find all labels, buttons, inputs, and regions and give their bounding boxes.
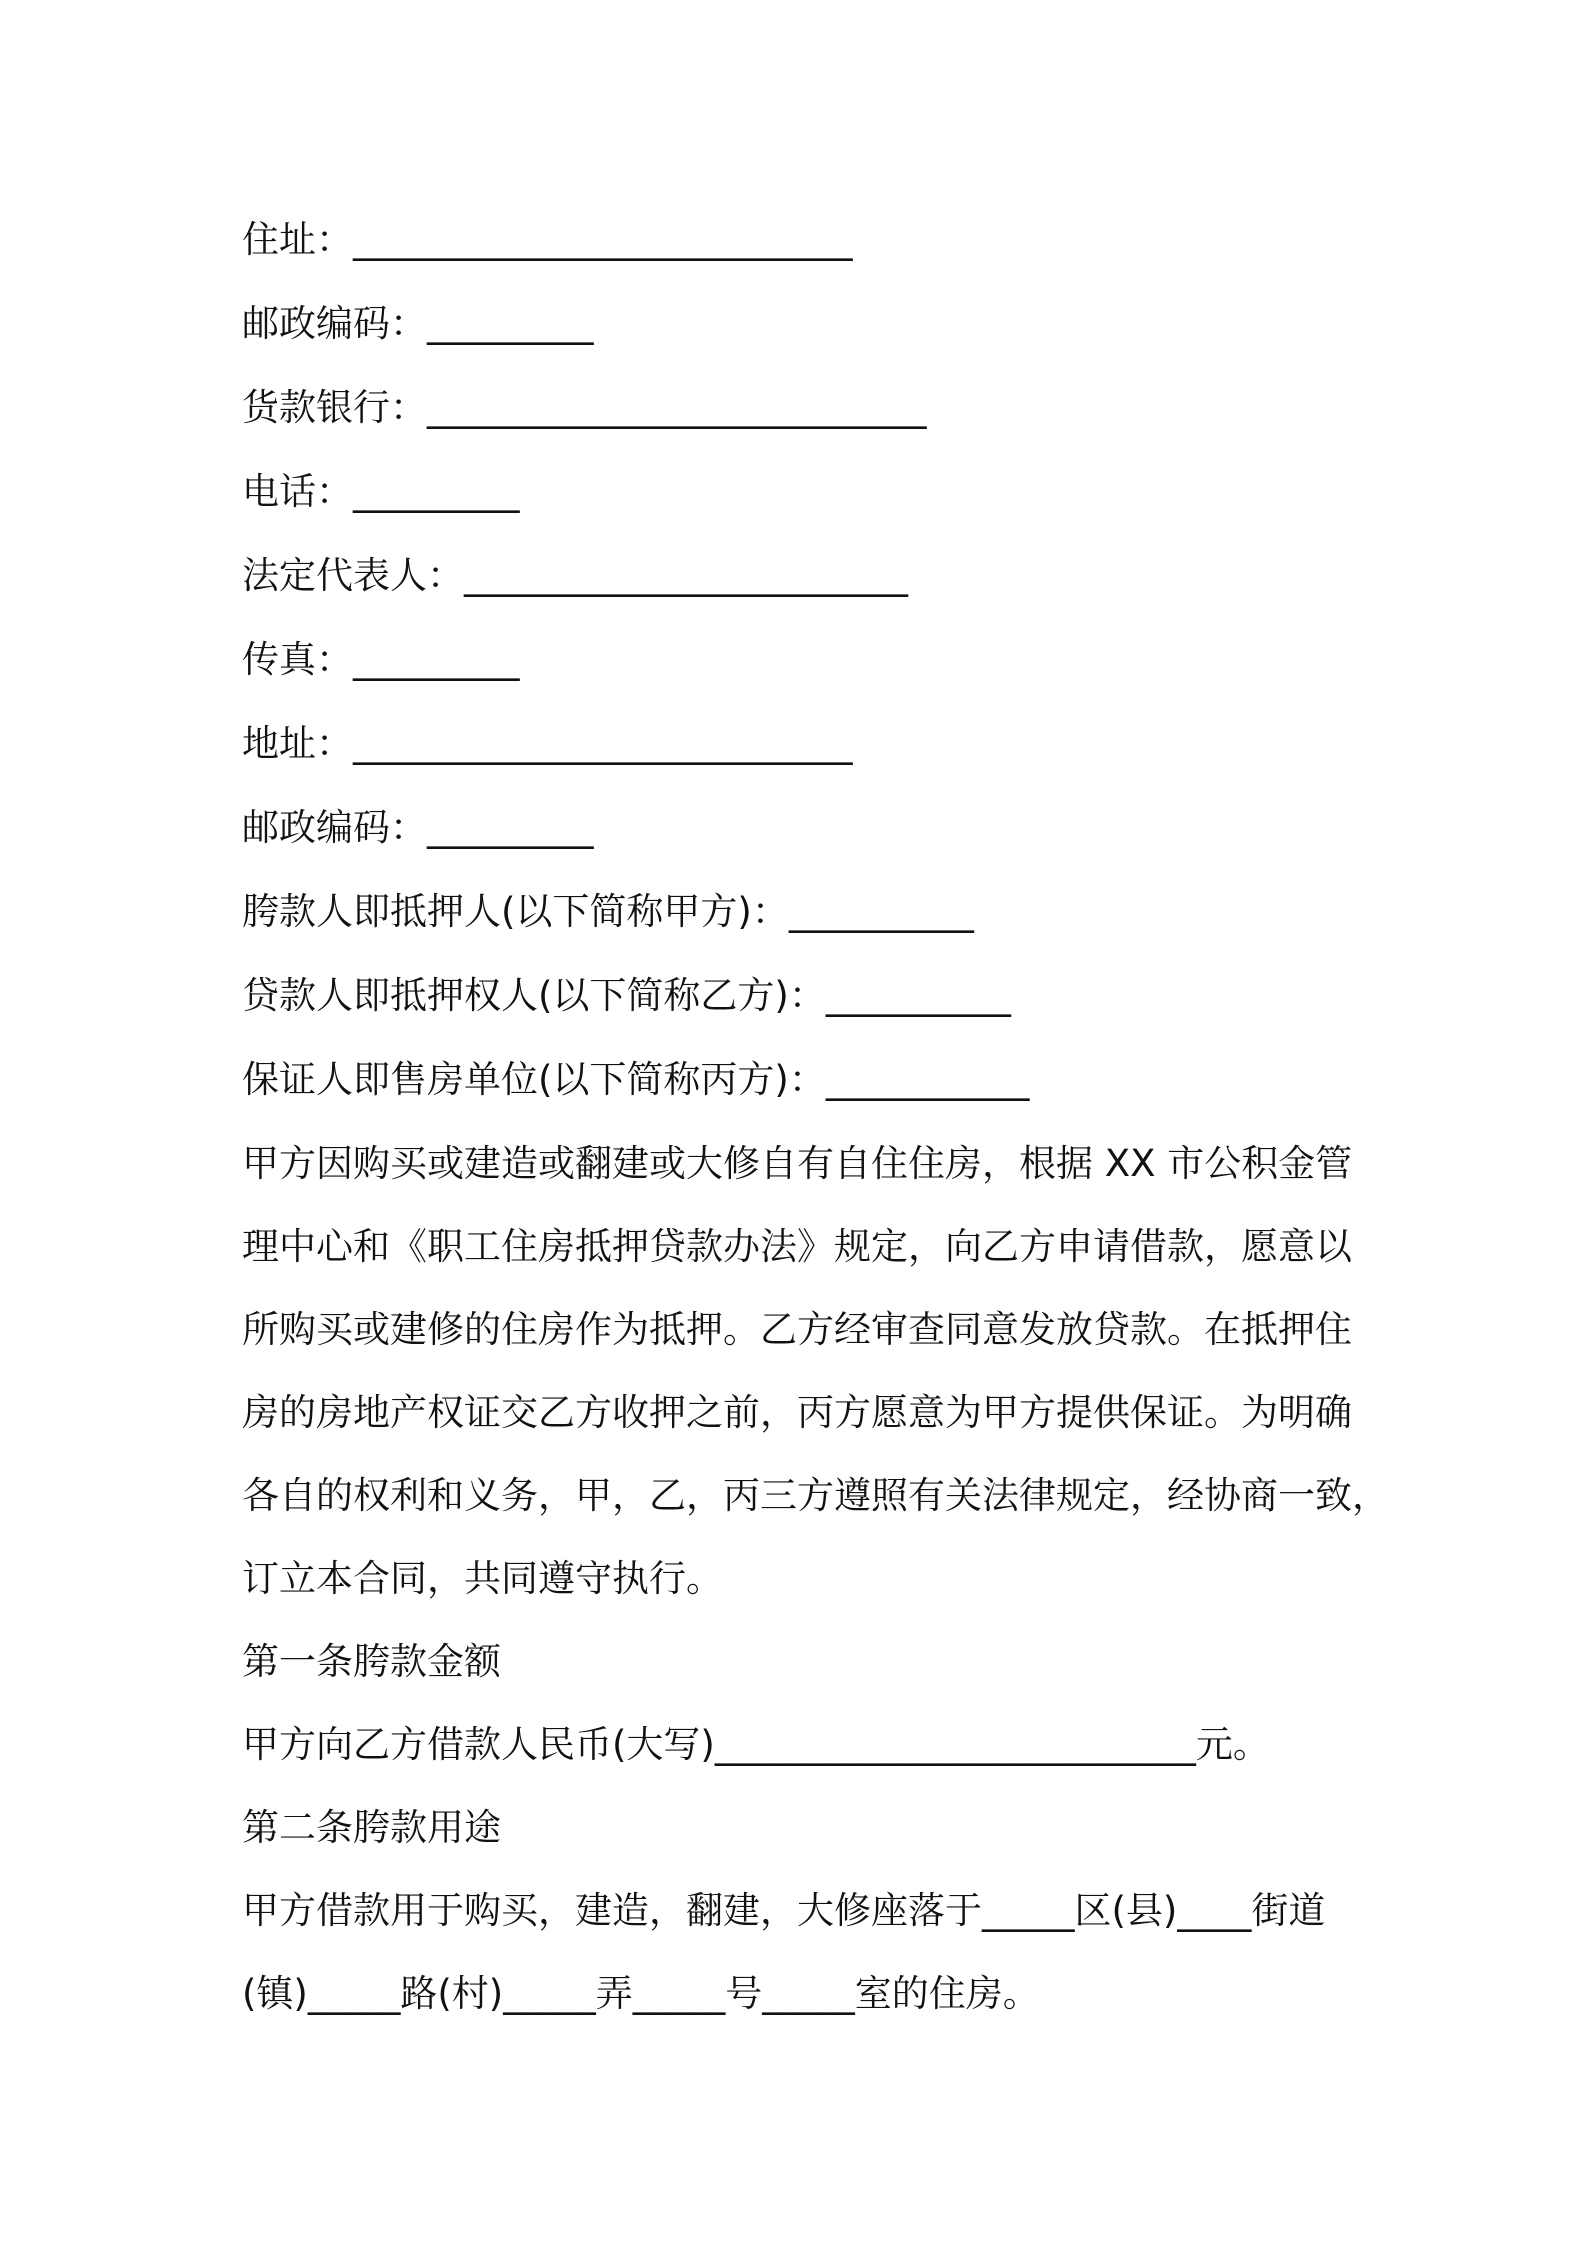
postal-code-field: 邮政编码：_________ xyxy=(242,302,594,345)
article-1-body: 甲方向乙方借款人民币(大写)__________________________元。 xyxy=(242,1723,1270,1766)
article-2 xyxy=(242,1786,1362,2035)
location-address-field: 地址：___________________________ xyxy=(242,722,853,765)
article-2-body-line: (镇)_____路(村)_____弄_____号_____室的住房。 xyxy=(242,1972,1040,2015)
fax-field: 传真：_________ xyxy=(242,638,520,681)
phone-field: 电话：_________ xyxy=(242,470,520,513)
preamble-line: 甲方因购买或建造或翻建或大修自有自住住房，根据 XX 市公积金管 xyxy=(242,1142,1353,1185)
party-info-fields xyxy=(242,198,1362,1122)
loan-bank-field: 货款银行：___________________________ xyxy=(242,386,927,429)
article-2-body-line: 甲方借款用于购买，建造，翻建，大修座落于_____区(县)____街道 xyxy=(242,1889,1326,1932)
party-a-field: 胯款人即抵押人(以下简称甲方)：__________ xyxy=(242,890,974,933)
preamble-line: 理中心和《职工住房抵押贷款办法》规定，向乙方申请借款，愿意以 xyxy=(242,1225,1352,1268)
preamble-paragraph xyxy=(242,1122,1389,1620)
address-field: 住址：___________________________ xyxy=(242,218,853,261)
preamble-line: 各自的权利和义务，甲，乙，丙三方遵照有关法律规定，经协商一致， xyxy=(242,1474,1389,1517)
party-b-field: 贷款人即抵押权人(以下简称乙方)：__________ xyxy=(242,974,1011,1017)
article-1 xyxy=(242,1620,1362,1786)
contract-page xyxy=(242,198,1389,2035)
preamble-line: 房的房地产权证交乙方收押之前，丙方愿意为甲方提供保证。为明确 xyxy=(242,1391,1352,1434)
legal-representative-field: 法定代表人：________________________ xyxy=(242,554,908,597)
article-2-heading: 第二条胯款用途 xyxy=(242,1806,501,1849)
preamble-line: 所购买或建修的住房作为抵押。乙方经审查同意发放贷款。在抵押住 xyxy=(242,1308,1352,1351)
postal-code-field-2: 邮政编码：_________ xyxy=(242,806,594,849)
party-c-field: 保证人即售房单位(以下简称丙方)：___________ xyxy=(242,1058,1030,1101)
preamble-line: 订立本合同，共同遵守执行。 xyxy=(242,1557,723,1600)
article-1-heading: 第一条胯款金额 xyxy=(242,1640,501,1683)
